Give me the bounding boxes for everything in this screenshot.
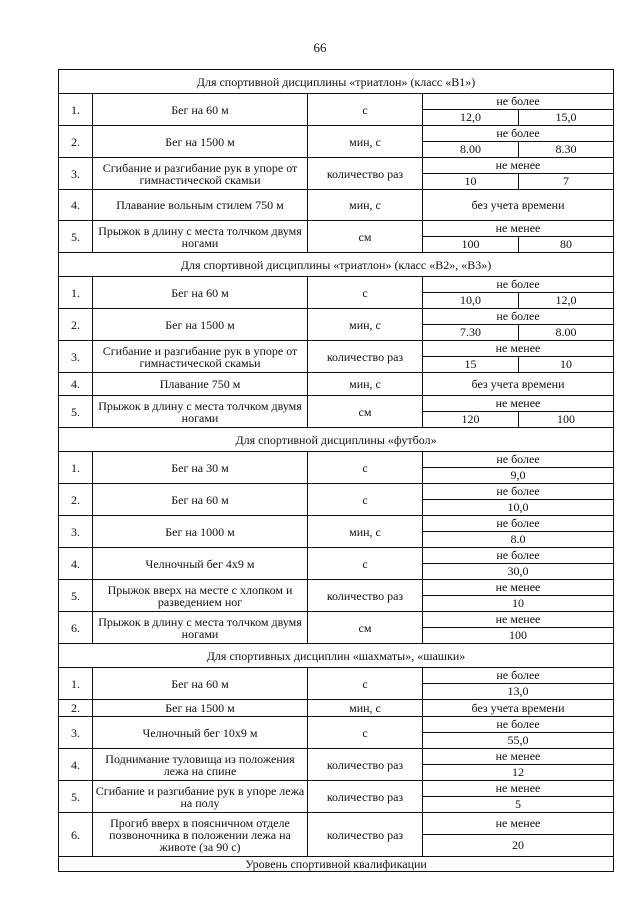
norm-value: 10: [423, 596, 614, 612]
table-row: [59, 580, 614, 596]
row-number: 4.: [59, 749, 93, 781]
unit-cell: см: [308, 396, 423, 428]
exercise-name: Прыжок в длину с места толчком двумя ногами: [93, 612, 308, 644]
norm-value: 5: [423, 797, 614, 813]
norm-label: не более: [423, 452, 614, 468]
norm-label: без учета времени: [423, 190, 614, 221]
footer-row: Уровень спортивной квалификации: [59, 857, 614, 872]
exercise-name: Бег на 30 м: [93, 452, 308, 484]
exercise-name: Сгибание и разгибание рук в упоре от гимнастической скамьи: [93, 341, 308, 373]
table-row: [59, 516, 614, 532]
table-row: [59, 717, 614, 733]
table-row: [59, 749, 614, 765]
page-number: 66: [313, 40, 327, 55]
row-number: 5.: [59, 221, 93, 253]
section-title: Для спортивной дисциплины «триатлон» (класс «В1»): [59, 70, 614, 94]
norm-value-female: 8.00: [519, 325, 614, 341]
norm-value-female: 80: [519, 237, 614, 253]
row-number: 4.: [59, 190, 93, 221]
section-title: Для спортивной дисциплины «триатлон» (класс «В2», «В3»): [59, 253, 614, 277]
row-number: 4.: [59, 548, 93, 580]
norm-value-male: 8.00: [423, 142, 519, 158]
exercise-name: Прыжок в длину с места толчком двумя ногами: [93, 221, 308, 253]
exercise-name: Бег на 1000 м: [93, 516, 308, 548]
table-row: [59, 158, 614, 174]
row-number: 3.: [59, 158, 93, 190]
table-row: [59, 484, 614, 500]
row-number: 6.: [59, 612, 93, 644]
norm-label: не более: [423, 548, 614, 564]
norm-label: не менее: [423, 749, 614, 765]
section-title: Для спортивной дисциплины «футбол»: [59, 428, 614, 452]
table-row: [59, 548, 614, 564]
table-row: [59, 396, 614, 412]
norm-label: не более: [423, 94, 614, 110]
norm-value-female: 10: [519, 357, 614, 373]
unit-cell: мин, с: [308, 190, 423, 221]
row-number: 2.: [59, 484, 93, 516]
norm-label: не менее: [423, 158, 614, 174]
table-row: [59, 668, 614, 684]
exercise-name: Бег на 1500 м: [93, 309, 308, 341]
norm-value-male: 120: [423, 412, 519, 428]
row-number: 5.: [59, 580, 93, 612]
unit-cell: с: [308, 452, 423, 484]
exercise-name: Плавание 750 м: [93, 373, 308, 396]
unit-cell: мин, с: [308, 516, 423, 548]
row-number: 3.: [59, 341, 93, 373]
exercise-name: Челночный бег 10x9 м: [93, 717, 308, 749]
exercise-name: Бег на 1500 м: [93, 126, 308, 158]
unit-cell: количество раз: [308, 341, 423, 373]
row-number: 4.: [59, 373, 93, 396]
row-number: 1.: [59, 668, 93, 700]
norm-label: не более: [423, 516, 614, 532]
norm-label: не менее: [423, 813, 614, 835]
norm-label: не более: [423, 484, 614, 500]
table-row: [59, 94, 614, 110]
norm-value: 8.0: [423, 532, 614, 548]
row-number: 3.: [59, 717, 93, 749]
norm-label: без учета времени: [423, 700, 614, 717]
unit-cell: мин, с: [308, 309, 423, 341]
norm-label: не менее: [423, 221, 614, 237]
unit-cell: мин, с: [308, 126, 423, 158]
exercise-name: Бег на 60 м: [93, 668, 308, 700]
norm-label: не менее: [423, 341, 614, 357]
norm-value-female: 12,0: [519, 293, 614, 309]
exercise-name: Поднимание туловища из положения лежа на спине: [93, 749, 308, 781]
table-row: [59, 221, 614, 237]
table-row: [59, 277, 614, 293]
unit-cell: количество раз: [308, 781, 423, 813]
exercise-name: Сгибание и разгибание рук в упоре от гимнастической скамьи: [93, 158, 308, 190]
row-number: 2.: [59, 700, 93, 717]
table-row: [59, 813, 614, 835]
unit-cell: см: [308, 612, 423, 644]
unit-cell: с: [308, 668, 423, 700]
unit-cell: мин, с: [308, 373, 423, 396]
row-number: 1.: [59, 94, 93, 126]
exercise-name: Бег на 1500 м: [93, 700, 308, 717]
row-number: 2.: [59, 309, 93, 341]
exercise-name: Бег на 60 м: [93, 484, 308, 516]
row-number: 6.: [59, 813, 93, 857]
norm-value-male: 10: [423, 174, 519, 190]
norm-value-male: 10,0: [423, 293, 519, 309]
norm-value: 9,0: [423, 468, 614, 484]
norm-label: не менее: [423, 781, 614, 797]
exercise-name: Сгибание и разгибание рук в упоре лежа на полу: [93, 781, 308, 813]
table-row: [59, 126, 614, 142]
norm-value-female: 7: [519, 174, 614, 190]
table-row: [59, 612, 614, 628]
unit-cell: мин, с: [308, 700, 423, 717]
norm-value-female: 8.30: [519, 142, 614, 158]
row-number: 2.: [59, 126, 93, 158]
table-row: [59, 781, 614, 797]
unit-cell: с: [308, 717, 423, 749]
norm-label: не менее: [423, 396, 614, 412]
unit-cell: с: [308, 94, 423, 126]
norm-value: 30,0: [423, 564, 614, 580]
table-row: [59, 190, 614, 221]
norm-value-female: 15,0: [519, 110, 614, 126]
exercise-name: Плавание вольным стилем 750 м: [93, 190, 308, 221]
norm-value: 20: [423, 835, 614, 857]
norm-value-male: 100: [423, 237, 519, 253]
norm-label: не более: [423, 126, 614, 142]
exercise-name: Прыжок вверх на месте с хлопком и разведением ног: [93, 580, 308, 612]
unit-cell: с: [308, 548, 423, 580]
row-number: 5.: [59, 396, 93, 428]
section-title: Для спортивных дисциплин «шахматы», «шашки»: [59, 644, 614, 668]
unit-cell: см: [308, 221, 423, 253]
unit-cell: с: [308, 277, 423, 309]
table-row: [59, 373, 614, 396]
row-number: 1.: [59, 452, 93, 484]
unit-cell: количество раз: [308, 749, 423, 781]
standards-table: [58, 69, 614, 872]
norm-value: 100: [423, 628, 614, 644]
exercise-name: Прогиб вверх в поясничном отделе позвоночника в положении лежа на животе (за 90 с): [93, 813, 308, 857]
norm-value: 12: [423, 765, 614, 781]
exercise-name: Бег на 60 м: [93, 94, 308, 126]
norm-value: 55,0: [423, 733, 614, 749]
unit-cell: количество раз: [308, 813, 423, 857]
exercise-name: Бег на 60 м: [93, 277, 308, 309]
exercise-name: Челночный бег 4x9 м: [93, 548, 308, 580]
norm-label: не более: [423, 309, 614, 325]
unit-cell: количество раз: [308, 158, 423, 190]
norm-value-female: 100: [519, 412, 614, 428]
norm-value-male: 7.30: [423, 325, 519, 341]
norm-value: 13,0: [423, 684, 614, 700]
unit-cell: с: [308, 484, 423, 516]
table-row: [59, 309, 614, 325]
norm-label: без учета времени: [423, 373, 614, 396]
norm-label: не менее: [423, 580, 614, 596]
norm-label: не более: [423, 668, 614, 684]
norm-label: не более: [423, 717, 614, 733]
row-number: 1.: [59, 277, 93, 309]
norm-label: не менее: [423, 612, 614, 628]
table-row: [59, 452, 614, 468]
row-number: 5.: [59, 781, 93, 813]
norm-label: не более: [423, 277, 614, 293]
norm-value-male: 15: [423, 357, 519, 373]
exercise-name: Прыжок в длину с места толчком двумя ногами: [93, 396, 308, 428]
norm-value-male: 12,0: [423, 110, 519, 126]
row-number: 3.: [59, 516, 93, 548]
table-row: [59, 700, 614, 717]
norm-value: 10,0: [423, 500, 614, 516]
table-row: [59, 341, 614, 357]
unit-cell: количество раз: [308, 580, 423, 612]
